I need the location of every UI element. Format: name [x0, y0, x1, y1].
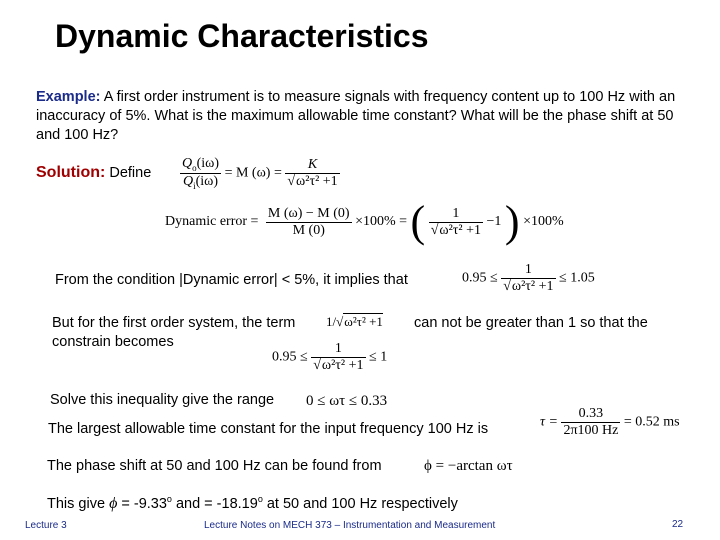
condition-inequality: 0.95 ≤ $\frac{1}{\text{√ω²τ² +1}}$ ≤ 1.05 — [462, 262, 595, 294]
slide-title: Dynamic Characteristics — [55, 18, 429, 54]
transfer-function-equation: $\frac{Q_o(i\omega)}{Q_i(i\omega)}$ = M (ω) = $\frac{K}{\text{√ω²τ² +1}}$ — [182, 156, 338, 191]
first-order-text: But for the first order system, the term — [52, 315, 296, 331]
result-text: This give $\phi = -9.33^o$ and = $-18.19^o$ at 50 and 100 Hz respectively — [47, 494, 458, 512]
range-inequality: 0 ≤ ωτ ≤ 0.33 — [306, 393, 388, 409]
dynamic-error-label: Dynamic error = — [165, 214, 259, 230]
footer-course: Lecture Notes on MECH 373 – Instrumentation and Measurement — [204, 520, 496, 531]
term-expression: 1/√ω²τ² +1 — [326, 314, 383, 329]
constrain-text: constrain becomes — [52, 334, 174, 350]
constraint-inequality: 0.95 ≤ $\frac{1}{\text{√ω²τ² +1}}$ ≤ 1 — [272, 341, 388, 373]
phase-shift-text: The phase shift at 50 and 100 Hz can be found from — [47, 458, 382, 474]
example-label: Example: — [36, 89, 101, 105]
phase-shift-equation: ϕ = −arctan ωτ — [424, 458, 513, 474]
page-number: 22 — [672, 519, 684, 530]
define-text: Define — [105, 165, 152, 181]
problem-statement — [36, 88, 686, 145]
problem-text: A first order instrument is to measure signals with frequency content up to 100 Hz with an inaccuracy of 5%. What is the maximum allowable time constant? What will be the phase shift at 50 and 100 Hz? — [36, 89, 676, 143]
footer-lecture: Lecture 3 — [25, 520, 67, 531]
dynamic-error-equation: Dynamic error = $\frac{M (\omega) - M (0)}{M (0)}$ ×100% = ( $\frac{1}{\text{√ω²τ² +1}}$ −1 ) ×100% — [165, 197, 564, 246]
time-constant-equation: τ = $\frac{0.33}{2\pi 100 Hz}$ = 0.52 ms — [540, 406, 680, 438]
solution-label: Solution: — [36, 164, 106, 181]
condition-text: From the condition |Dynamic error| < 5%, it implies that — [55, 272, 408, 288]
range-text: Solve this inequality give the range — [50, 392, 275, 408]
solution-heading — [36, 164, 151, 182]
first-order-text-continued: can not be greater than 1 so that the — [414, 315, 648, 331]
time-constant-text: The largest allowable time constant for the input frequency 100 Hz is — [48, 421, 489, 437]
eq1-mid: = M (ω) = — [224, 165, 282, 181]
